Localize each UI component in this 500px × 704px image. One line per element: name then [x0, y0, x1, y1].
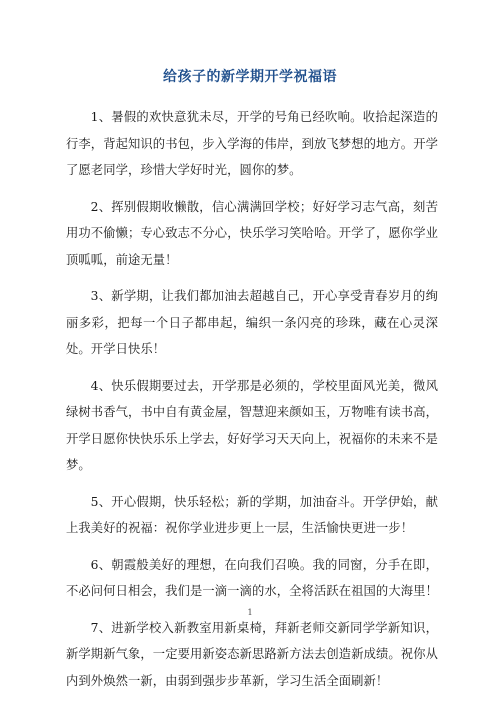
paragraph-3: 3、新学期，让我们都加油去超越自己，开心享受青春岁月的绚丽多彩，把每一个日子都串起，编织一条闪亮的珍珠，藏在心灵深处。开学日快乐！ [66, 289, 438, 356]
paragraph-7: 7、进新学校入新教室用新桌椅，拜新老师交新同学学新知识，新学期新气象，一定要用新姿态新思路新方法去创造新成绩。祝你从内到外焕然一新，由弱到强步步革新，学习生活全面刷新！ [66, 620, 438, 688]
document-title: 给孩子的新学期开学祝福语 [163, 69, 337, 85]
paragraph-4: 4、快乐假期要过去，开学那是必须的，学校里面风光美，微风绿树书香气，书中自有黄金屋，智慧迎来颜如玉，万物唯有读书高，开学日愿你快快乐乐上学去，好好学习天天向上，祝福你的未来不是梦。 [66, 378, 438, 472]
paragraph-6: 6、朝霞般美好的理想，在向我们召唤。我的同窗，分手在即，不必问何日相会，我们是一滴一滴的水，全将活跃在祖国的大海里！ [66, 557, 438, 598]
paragraph-1: 1、暑假的欢快意犹未尽，开学的号角已经吹响。收拾起深造的行李，背起知识的书包，步入学海的伟岸，到放飞梦想的地方。开学了愿老同学，珍惜大学好时光，圆你的梦。 [66, 110, 438, 177]
paragraph-2: 2、挥别假期收懒散，信心满满回学校；好好学习志气高，刻苦用功不偷懒；专心致志不分心，快乐学习笑哈哈。开学了，愿你学业顶呱呱，前途无量！ [66, 199, 438, 267]
paragraph-5: 5、开心假期，快乐轻松；新的学期，加油奋斗。开学伊始，献上我美好的祝福：祝你学业进步更上一层，生活愉快更进一步！ [66, 494, 438, 535]
page-number: 1 [247, 608, 253, 617]
